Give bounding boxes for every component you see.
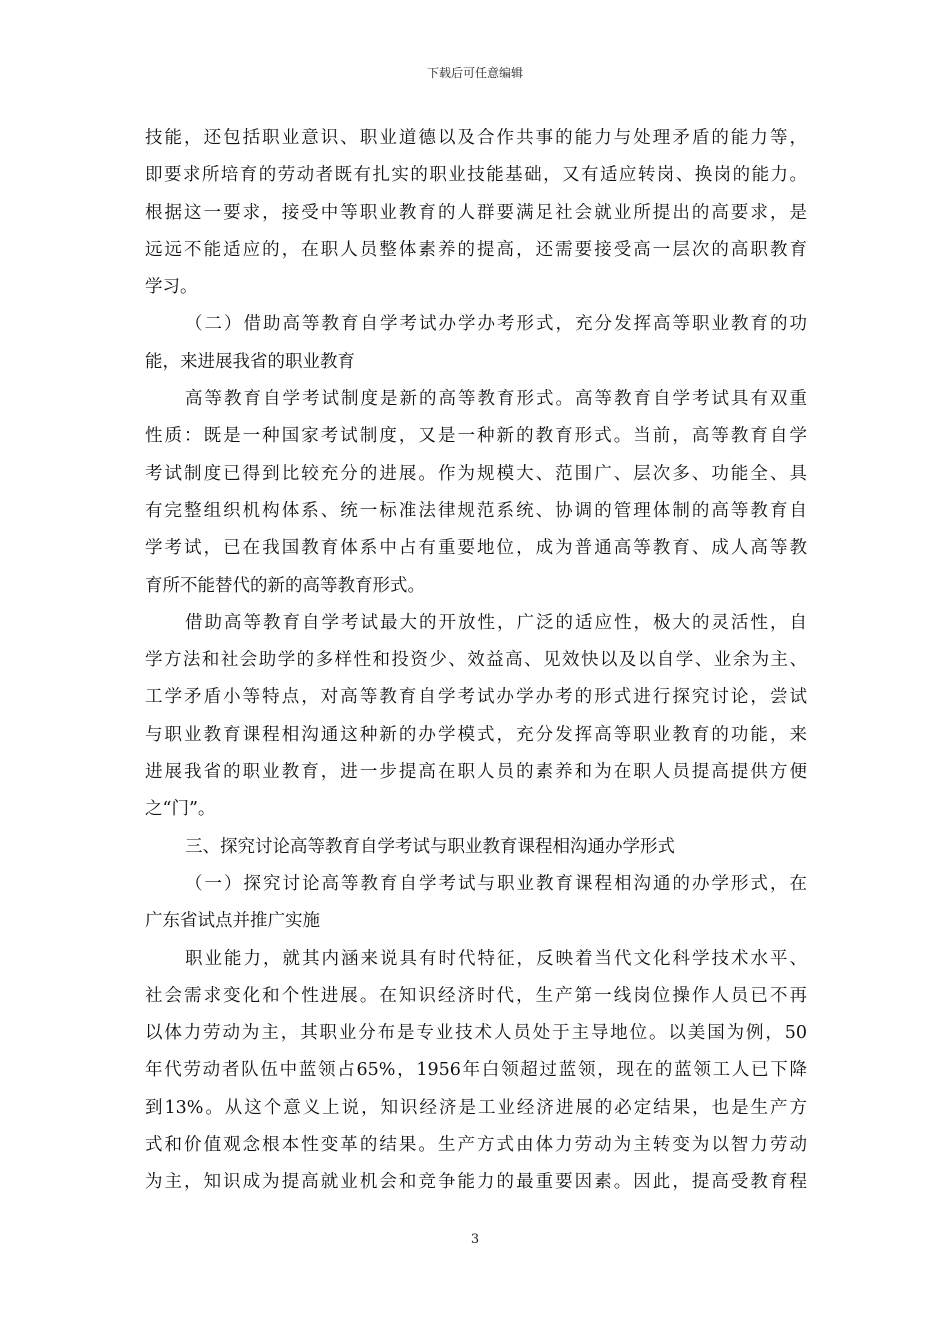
- text-line: 借助高等教育自学考试最大的开放性，广泛的适应性，极大的灵活性，自: [185, 612, 807, 633]
- text-line: 为主，知识成为提高就业机会和竞争能力的最重要因素。因此，提高受教育程: [145, 1172, 807, 1193]
- text-line: 有完整组织机构体系、统一标准法律规范系统、协调的管理体制的高等教育自: [145, 500, 807, 521]
- text-line: 式和价值观念根本性变革的结果。生产方式由体力劳动为主转变为以智力劳动: [145, 1135, 807, 1156]
- text-line: 育所不能替代的新的高等教育形式。: [145, 575, 425, 596]
- text-line: 考试制度已得到比较充分的进展。作为规模大、范围广、层次多、功能全、具: [145, 463, 807, 484]
- text-line: （二）借助高等教育自学考试办学办考形式，充分发挥高等职业教育的功: [185, 314, 807, 335]
- text-line: 学方法和社会助学的多样性和投资少、效益高、见效快以及以自学、业余为主、: [145, 650, 807, 671]
- text-line: 能，来进展我省的职业教育: [145, 351, 355, 372]
- text-line: 根据这一要求，接受中等职业教育的人群要满足社会就业所提出的高要求，是: [145, 202, 807, 223]
- text-line: 到13%。从这个意义上说，知识经济是工业经济进展的必定结果，也是生产方: [145, 1097, 807, 1118]
- text-line: 远远不能适应的，在职人员整体素养的提高，还需要接受高一层次的高职教育: [145, 239, 807, 260]
- text-line: 学习。: [145, 277, 198, 298]
- text-line: 年代劳动者队伍中蓝领占65%，1956年白领超过蓝领，现在的蓝领工人已下降: [145, 1060, 807, 1081]
- text-line: 性质：既是一种国家考试制度，又是一种新的教育形式。当前，高等教育自学: [145, 426, 807, 447]
- text-line: 即要求所培育的劳动者既有扎实的职业技能基础，又有适应转岗、换岗的能力。: [145, 165, 807, 186]
- document-body: [145, 120, 807, 1202]
- text-line: 进展我省的职业教育，进一步提高在职人员的素养和为在职人员提高提供方便: [145, 762, 807, 783]
- text-line: 广东省试点并推广实施: [145, 911, 320, 932]
- text-line: 职业能力，就其内涵来说具有时代特征，反映着当代文化科学技术水平、: [185, 948, 807, 969]
- text-line: 技能，还包括职业意识、职业道德以及合作共事的能力与处理矛盾的能力等，: [145, 128, 807, 148]
- text-line: 学考试，已在我国教育体系中占有重要地位，成为普通高等教育、成人高等教: [145, 538, 807, 559]
- text-line: 社会需求变化和个性进展。在知识经济时代，生产第一线岗位操作人员已不再: [145, 985, 807, 1006]
- text-line: 之“门”。: [145, 799, 216, 820]
- text-line: 与职业教育课程相沟通这种新的办学模式，充分发挥高等职业教育的功能，来: [145, 724, 807, 745]
- text-line: 工学矛盾小等特点，对高等教育自学考试办学办考的形式进行探究讨论，尝试: [145, 687, 807, 708]
- page-number: 3: [470, 1232, 480, 1247]
- text-line: 三、探究讨论高等教育自学考试与职业教育课程相沟通办学形式: [185, 836, 675, 857]
- text-line: 以体力劳动为主，其职业分布是专业技术人员处于主导地位。以美国为例，50: [145, 1023, 807, 1044]
- page-header: 下载后可任意编辑: [426, 66, 523, 80]
- text-line: （一）探究讨论高等教育自学考试与职业教育课程相沟通的办学形式，在: [185, 873, 807, 894]
- text-line: 高等教育自学考试制度是新的高等教育形式。高等教育自学考试具有双重: [185, 389, 807, 410]
